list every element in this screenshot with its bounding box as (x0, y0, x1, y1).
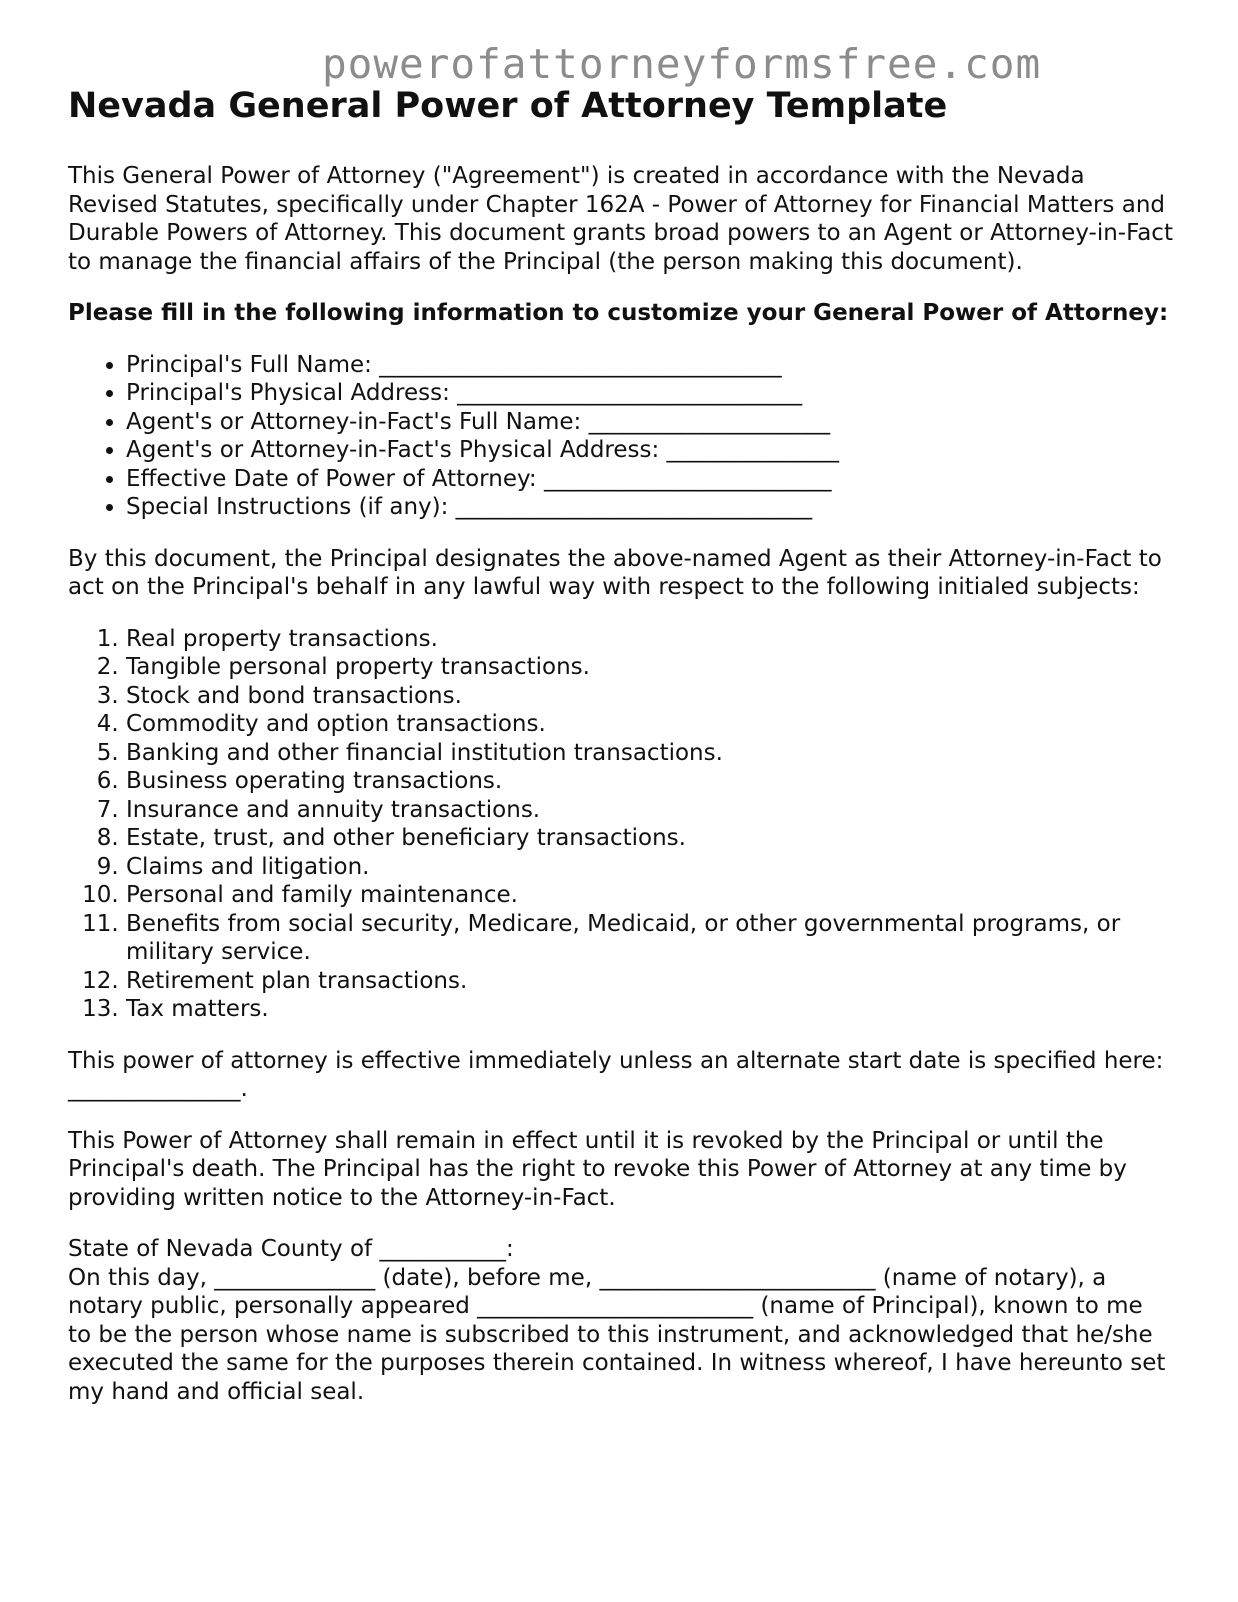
field-agent-name: • Agent's or Attorney-in-Fact's Full Name: _____________________ (126, 408, 1173, 437)
notary-acknowledgment: On this day, ______________ (date), before me, ________________________ (name of notary), a notary public, personally appeared ________________________ (name of Principal), known to me to be the person whose name is subscribed to this instrument, and acknowledged that he/she executed the same for the purposes therein contained. In witness whereof, I have hereunto set my hand and official seal. (68, 1264, 1166, 1405)
subject-item: 13. Tax matters. (126, 995, 1173, 1024)
effective-date-paragraph: This power of attorney is effective immediately unless an alternate start date is specified here: _______________. (68, 1047, 1164, 1102)
subject-item: 9. Claims and litigation. (126, 853, 1173, 882)
subject-item: 1. Real property transactions. (126, 625, 1173, 654)
subject-item: 10. Personal and family maintenance. (126, 881, 1173, 910)
fill-in-heading: Please fill in the following information to customize your General Power of Attorney: (68, 300, 1169, 326)
subject-item: 4. Commodity and option transactions. (126, 710, 1173, 739)
page-title: Nevada General Power of Attorney Template (68, 86, 948, 126)
field-effective-date: • Effective Date of Power of Attorney: _________________________ (126, 465, 1173, 494)
fill-in-fields-list (68, 351, 1173, 522)
subject-item: 3. Stock and bond transactions. (126, 682, 1173, 711)
field-principal-address: • Principal's Physical Address: ______________________________ (126, 379, 1173, 408)
intro-paragraph: This General Power of Attorney ("Agreement") is created in accordance with the Nevada Revised Statutes, specifically under Chapter 162A - Power of Attorney for Financial Matters and Durable Powers of Attorney. This document grants broad powers to an Agent or Attorney-in-Fact to manage the financial affairs of the Principal (the person making this document). (68, 163, 1173, 275)
field-agent-address: • Agent's or Attorney-in-Fact's Physical Address: _______________ (126, 436, 1173, 465)
revocation-paragraph: This Power of Attorney shall remain in effect until it is revoked by the Principal or until the Principal's death. The Principal has the right to revoke this Power of Attorney at any time by providing written notice to the Attorney-in-Fact. (68, 1127, 1127, 1211)
notary-county-line: State of Nevada County of ___________: (68, 1236, 514, 1262)
subject-item: 12. Retirement plan transactions. (126, 967, 1173, 996)
field-special-instructions: • Special Instructions (if any): _______________________________ (126, 493, 1173, 522)
subjects-list (68, 625, 1173, 1024)
designation-paragraph: By this document, the Principal designates the above-named Agent as their Attorney-in-Fact to act on the Principal's behalf in any lawful way with respect to the following initialed subjects: (68, 545, 1162, 600)
subject-item: 7. Insurance and annuity transactions. (126, 796, 1173, 825)
subject-item: 2. Tangible personal property transactions. (126, 653, 1173, 682)
field-principal-name: • Principal's Full Name: ___________________________________ (126, 351, 1173, 380)
subject-item: 5. Banking and other financial institution transactions. (126, 739, 1173, 768)
subject-item: 11. Benefits from social security, Medicare, Medicaid, or other governmental programs, or military service. (126, 910, 1173, 967)
subject-item: 6. Business operating transactions. (126, 767, 1173, 796)
document-body (68, 80, 1173, 1406)
watermark: powerofattorneyformsfree.com (322, 40, 1042, 88)
subject-item: 8. Estate, trust, and other beneficiary transactions. (126, 824, 1173, 853)
